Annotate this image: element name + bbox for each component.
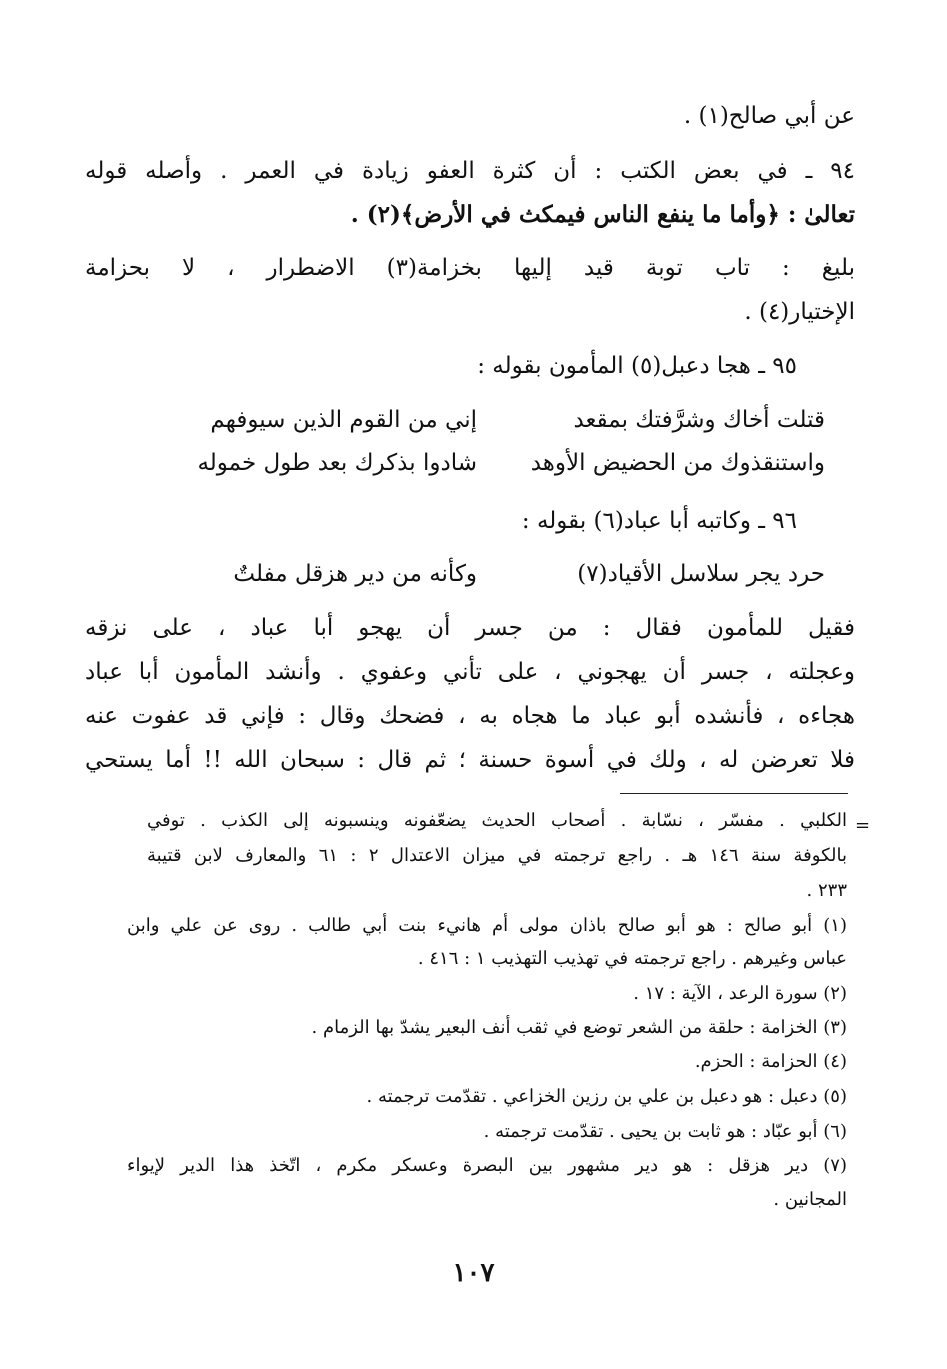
page-number: ١٠٧: [452, 1258, 495, 1288]
paragraph-line: فقيل للمأمون فقال : من جسر أن يهجو أبا عباد ، على نزقه: [85, 615, 855, 641]
footnote-1-cont: عباس وغيرهم . راجع ترجمته في تهذيب التهذيب ١ : ٤١٦ .: [417, 948, 847, 969]
footnote-line: بالكوفة سنة ١٤٦ هـ . راجع ترجمته في ميزان الاعتدال ٢ : ٦١ والمعارف لابن قتيبة: [147, 845, 847, 866]
paragraph-line: هجاءه ، فأنشده أبو عباد ما هجاه به ، فضحك وقال : فإني قد عفوت عنه: [85, 703, 855, 729]
verse-hemistich: شادوا بذكرك بعد طول خموله: [197, 450, 477, 476]
paragraph-line: فلا تعرضن له ، ولك في أسوة حسنة ؛ ثم قال : سبحان الله !! أما يستحي: [85, 747, 855, 773]
footnote-line: الكلبي . مفسّر ، نسّابة . أصحاب الحديث يضعّفونه وينسبونه إلى الكذب . توفي: [147, 810, 847, 831]
footnote-4: (٤) الحزامة : الحزم.: [694, 1051, 847, 1072]
footnote-7-cont: المجانين .: [773, 1189, 847, 1210]
paragraph-line: وعجلته ، جسر أن يهجوني ، على تأني وعفوي . وأنشد المأمون أبا عباد: [85, 659, 855, 685]
quran-quote-line: تعالىٰ : ﴿وأما ما ينفع الناس فيمكث في الأرض﴾(٢) .: [350, 201, 855, 228]
verse-hemistich: إني من القوم الذين سيوفهم: [210, 407, 477, 433]
verse-hemistich: وكأنه من دير هزقل مفلتٌ: [233, 561, 477, 587]
item-95-line: ٩٥ ـ هجا دعبل(٥) المأمون بقوله :: [477, 353, 797, 379]
footnote-separator: [620, 793, 848, 794]
footnote-line: ٢٣٣ .: [806, 880, 847, 901]
footnote-5: (٥) دعبل : هو دعبل بن علي بن رزين الخزاعي . تقدّمت ترجمته .: [366, 1086, 847, 1107]
footnote-1: (١) أبو صالح : هو أبو صالح باذان مولى أم هانيء بنت أبي طالب . روى عن علي وابن: [127, 915, 847, 936]
footnote-7: (٧) دير هزقل : هو دير مشهور بين البصرة وعسكر مكرم ، اتّخذ هذا الدير لإيواء: [127, 1155, 847, 1176]
footnote-6: (٦) أبو عبّاد : هو ثابت بن يحيى . تقدّمت ترجمته .: [483, 1121, 847, 1142]
baligh-line: الإختيار(٤) .: [744, 299, 855, 325]
continuation-mark: =: [855, 815, 871, 836]
verse-hemistich: واستنقذوك من الحضيض الأوهد: [530, 450, 825, 476]
footnote-2: (٢) سورة الرعد ، الآية : ١٧ .: [633, 983, 847, 1004]
item-94-line: ٩٤ ـ في بعض الكتب : أن كثرة العفو زيادة في العمر . وأصله قوله: [85, 158, 855, 184]
text-line: عن أبي صالح(١) .: [683, 103, 855, 129]
verse-hemistich: قتلت أخاك وشرَّفتك بمقعد: [573, 407, 825, 433]
footnote-3: (٣) الخزامة : حلقة من الشعر توضع في ثقب أنف البعير يشدّ بها الزمام .: [311, 1017, 847, 1038]
item-96-line: ٩٦ ـ وكاتبه أبا عباد(٦) بقوله :: [521, 508, 797, 534]
baligh-line: بليغ : تاب توبة قيد إليها بخزامة(٣) الاضطرار ، لا بحزامة: [85, 255, 855, 281]
verse-hemistich: حرد يجر سلاسل الأقياد(٧): [577, 561, 825, 587]
